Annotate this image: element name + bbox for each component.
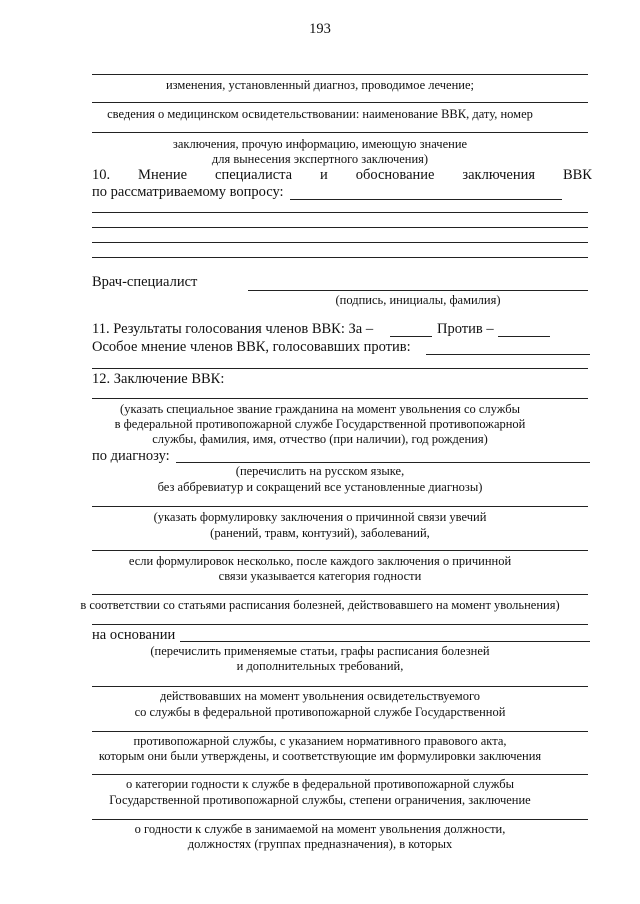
hint-text: о годности к службе в занимаемой на момент увольнения должности,	[134, 822, 506, 836]
fill-line[interactable]	[92, 74, 588, 75]
hint-text: (ранений, травм, контузий), заболеваний,	[210, 526, 430, 540]
hint-text: (указать специальное звание гражданина на момент увольнения со службы	[120, 402, 520, 416]
fill-line[interactable]	[92, 102, 588, 103]
hint-text: Государственной противопожарной службы, степени ограничения, заключение	[109, 793, 531, 807]
heading-word: обоснование	[355, 167, 435, 183]
hint-text: противопожарной службы, с указанием нормативного правового акта,	[133, 734, 507, 748]
hint-text: (перечислить применяемые статьи, графы расписания болезней	[150, 644, 490, 658]
fill-line[interactable]	[92, 594, 588, 595]
fill-line[interactable]	[92, 227, 588, 228]
fill-line[interactable]	[92, 731, 588, 732]
hint-text: без аббревиатур и сокращений все установленные диагнозы)	[157, 480, 483, 494]
fill-line[interactable]	[176, 462, 590, 463]
hint-text: (перечислить на русском языке,	[235, 464, 405, 478]
fill-line[interactable]	[92, 774, 588, 775]
fill-line[interactable]	[92, 624, 588, 625]
hint-text: в федеральной противопожарной службе Государственной противопожарной	[114, 417, 526, 431]
heading-word: специалиста	[215, 167, 293, 183]
heading-word: ВВК	[562, 167, 592, 183]
vote-for-line[interactable]	[390, 336, 432, 337]
hint-text: в соответствии со статьями расписания болезней, действовавшего на момент увольнения)	[80, 598, 560, 612]
doctor-label: Врач-специалист	[92, 274, 198, 290]
fill-line[interactable]	[92, 819, 588, 820]
diagnosis-label: по диагнозу:	[92, 448, 170, 464]
fill-line[interactable]	[290, 199, 562, 200]
hint-text: если формулировок несколько, после каждого заключения о причинной	[128, 554, 512, 568]
section-11-heading: 11. Результаты голосования членов ВВК: За –	[92, 321, 374, 337]
dissent-label: Особое мнение членов ВВК, голосовавших против:	[92, 339, 411, 355]
hint-text: изменения, установленный диагноз, проводимое лечение;	[165, 78, 475, 92]
against-label: Против –	[437, 321, 494, 337]
hint-text: заключения, прочую информацию, имеющую значение	[172, 137, 468, 151]
hint-text: сведения о медицинском освидетельствовании: наименование ВВК, дату, номер	[107, 107, 533, 121]
fill-line[interactable]	[92, 550, 588, 551]
fill-line[interactable]	[92, 368, 588, 369]
fill-line[interactable]	[426, 354, 590, 355]
hint-text: со службы в федеральной противопожарной службе Государственной	[134, 705, 506, 719]
vote-against-line[interactable]	[498, 336, 550, 337]
heading-word: Мнение	[138, 167, 188, 183]
fill-line[interactable]	[180, 641, 590, 642]
hint-text: действовавших на момент увольнения освидетельствуемого	[159, 689, 481, 703]
basis-label: на основании	[92, 627, 176, 643]
hint-text: (подпись, инициалы, фамилия)	[335, 293, 501, 307]
fill-line[interactable]	[92, 506, 588, 507]
heading-word: 10.	[92, 167, 111, 183]
hint-text: и дополнительных требований,	[236, 659, 404, 673]
signature-line[interactable]	[248, 290, 588, 291]
hint-text: службы, фамилия, имя, отчество (при наличии), год рождения)	[152, 432, 488, 446]
hint-text: должностях (группах предназначения), в которых	[187, 837, 453, 851]
section-12-heading: 12. Заключение ВВК:	[92, 371, 225, 387]
hint-text: связи указывается категория годности	[218, 569, 422, 583]
heading-word: заключения	[462, 167, 536, 183]
fill-line[interactable]	[92, 242, 588, 243]
fill-line[interactable]	[92, 212, 588, 213]
fill-line[interactable]	[92, 132, 588, 133]
hint-text: которым они были утверждены, и соответствующие им формулировки заключения	[98, 749, 542, 763]
fill-line[interactable]	[92, 398, 588, 399]
section-10-subheading: по рассматриваемому вопросу:	[92, 184, 284, 200]
heading-word: и	[320, 167, 328, 183]
hint-text: о категории годности к службе в федеральной противопожарной службы	[125, 777, 515, 791]
fill-line[interactable]	[92, 686, 588, 687]
page-number: 193	[309, 21, 331, 37]
hint-text: для вынесения экспертного заключения)	[211, 152, 429, 166]
section-10-heading	[92, 168, 592, 183]
hint-text: (указать формулировку заключения о причинной связи увечий	[153, 510, 487, 524]
fill-line[interactable]	[92, 257, 588, 258]
